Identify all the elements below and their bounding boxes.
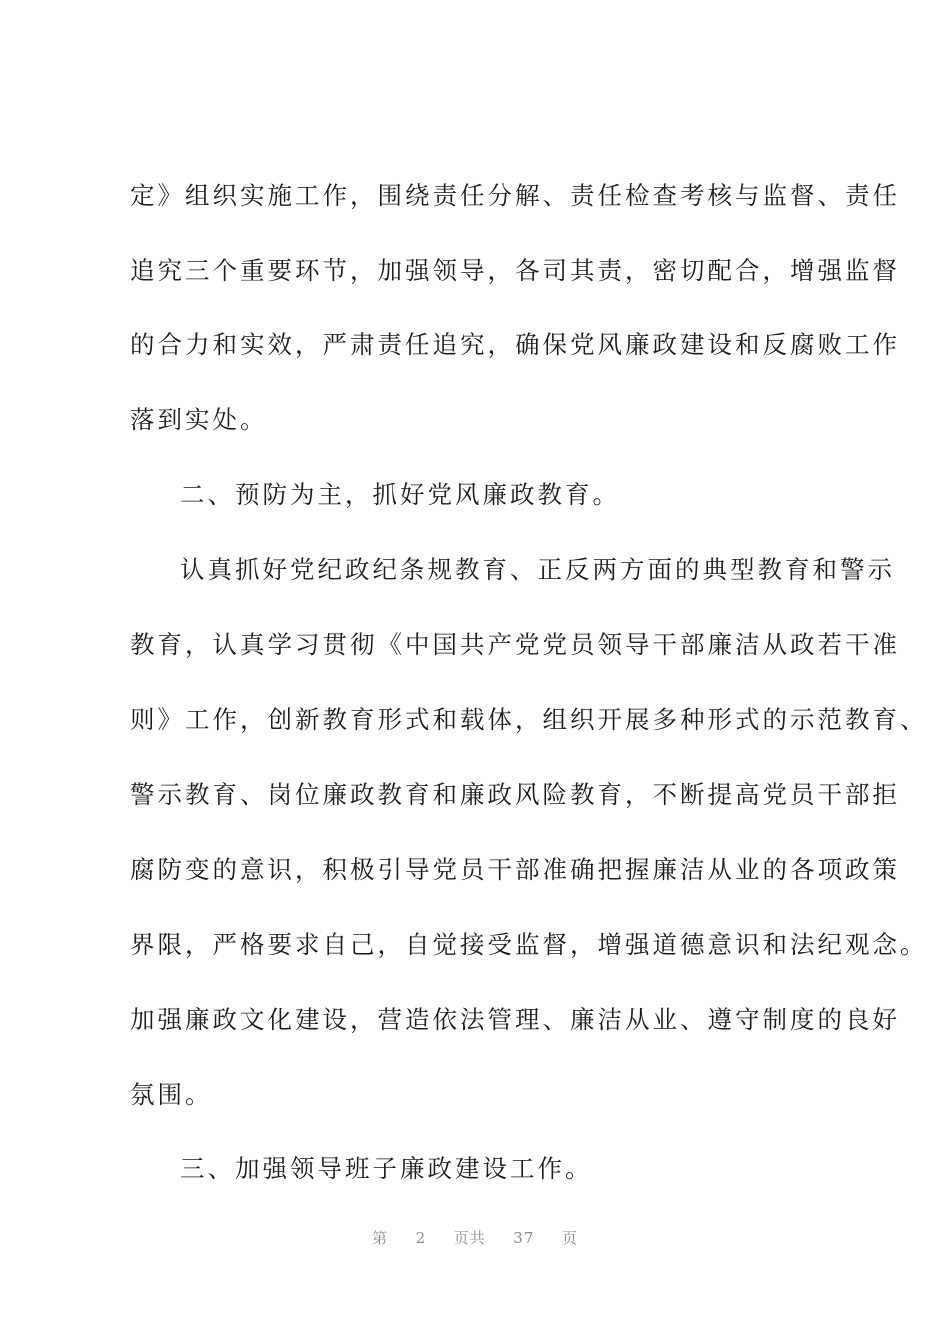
- footer-total-pages: 37: [513, 1229, 535, 1247]
- body-text-line: 加强廉政文化建设，营造依法管理、廉洁从业、遵守制度的良好: [130, 1005, 900, 1034]
- body-text-line: 落到实处。: [130, 405, 268, 434]
- body-text-line: 氛围。: [130, 1080, 213, 1109]
- body-text-line: 追究三个重要环节，加强领导，各司其责，密切配合，增强监督: [130, 256, 900, 285]
- footer-middle: 页共: [453, 1229, 486, 1247]
- body-text-line: 教育，认真学习贯彻《中国共产党党员领导干部廉洁从政若干准: [130, 630, 900, 659]
- footer-suffix: 页: [561, 1229, 578, 1247]
- body-text-line: 则》工作，创新教育形式和载体，组织开展多种形式的示范教育、: [130, 705, 928, 734]
- body-text-line: 界限，严格要求自己，自觉接受监督，增强道德意识和法纪观念。: [130, 930, 928, 959]
- body-text-line: 腐防变的意识，积极引导党员干部准确把握廉洁从业的各项政策: [130, 855, 900, 884]
- body-text-line: 警示教育、岗位廉政教育和廉政风险教育，不断提高党员干部拒: [130, 780, 900, 809]
- body-text-line: 的合力和实效，严肃责任追究，确保党风廉政建设和反腐败工作: [130, 330, 900, 359]
- body-text-line: 定》组织实施工作，围绕责任分解、责任检查考核与监督、责任: [130, 181, 900, 210]
- footer-prefix: 第: [372, 1229, 389, 1247]
- page-footer: [0, 1228, 950, 1248]
- section-heading: 二、预防为主，抓好党风廉政教育。: [180, 480, 620, 509]
- section-heading: 三、加强领导班子廉政建设工作。: [180, 1154, 593, 1183]
- body-text-line: 认真抓好党纪政纪条规教育、正反两方面的典型教育和警示: [180, 555, 895, 584]
- footer-page-number: 2: [415, 1229, 427, 1247]
